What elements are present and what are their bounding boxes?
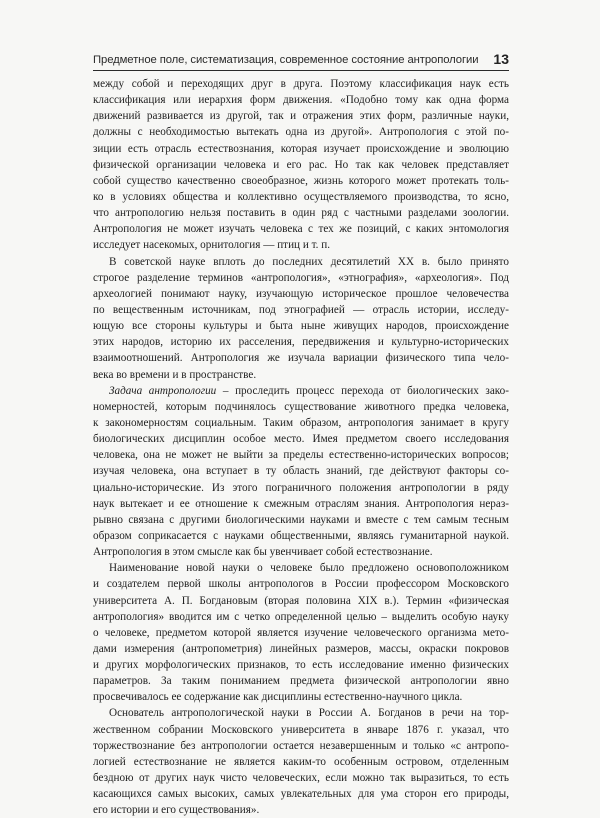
text-line: человека, она не может не выйти за пределы естественно-исторических вопросов; bbox=[93, 449, 509, 462]
text-line: просвечивалось ее содержание как дисциплины естественно-научного цикла. bbox=[93, 691, 463, 704]
page-number: 13 bbox=[493, 51, 509, 67]
text-line: В советской науке вплоть до последних десятилетий XX в. было принято bbox=[109, 255, 509, 268]
text-line: его истории и его существования». bbox=[93, 804, 260, 817]
text-line: образом соприкасается с науками общественными, являясь гуманитарной наукой. bbox=[93, 529, 509, 542]
text-line: Основатель антропологической науки в России А. Богданов в речи на тор- bbox=[109, 707, 509, 720]
paragraph bbox=[93, 254, 509, 383]
text-line: движений развивается из другой, так и отражения этих форм, различные науки, bbox=[93, 110, 509, 123]
text-line: по вещественным источникам, под этнографией — отрасль истории, исследу- bbox=[93, 303, 509, 316]
running-header bbox=[93, 46, 509, 71]
paragraph bbox=[93, 76, 509, 254]
text-line: изучая человека, она вступает в ту область знаний, где действуют факторы со- bbox=[93, 465, 509, 478]
text-line: торжествознание без антропологии остается незавершенным и только «с антропо- bbox=[93, 739, 509, 752]
text-line: и других морфологических признаков, то есть исследование именно физических bbox=[93, 659, 509, 672]
emphasized-term: Задача антропологии bbox=[109, 384, 217, 397]
text-line: этих народов, историю их расселения, передвижения и культурно-исторических bbox=[93, 336, 509, 349]
text-line: антропология» вводится им с четко определенной целью – выделить особую науку bbox=[93, 610, 509, 623]
text-line: университета А. П. Богдановым (вторая половина XIX в.). Термин «физическая bbox=[93, 594, 509, 607]
text-line: взаимоотношений. Антропология же изучала вариации физического типа чело- bbox=[93, 352, 509, 365]
running-header-title: Предметное поле, систематизация, современное состояние антропологии bbox=[93, 54, 479, 66]
text-line: Наименование новой науки о человеке было предложено основоположником bbox=[109, 562, 509, 575]
text-line: к закономерностям социальным. Таким образом, антропология занимает в кругу bbox=[93, 416, 509, 429]
text-line: века во времени и в пространстве. bbox=[93, 368, 257, 381]
text-line: физической организации человека и его рас. Но так как человек представляет bbox=[93, 158, 509, 171]
text-line: рывно связана с другими биологическими науками и вместе с тем самым тесным bbox=[93, 513, 509, 526]
text-line: биологических дисциплин особое место. Имея предметом своего исследования bbox=[93, 433, 509, 446]
text-line: археологией понимают науку, изучающую историческое прошлое человечества bbox=[93, 287, 509, 300]
text-line: жественном собрании Московского университета в январе 1876 г. указал, что bbox=[93, 723, 509, 736]
paragraph bbox=[93, 383, 509, 561]
text-line: классификация или иерархия форм движения. «Подобно тому как одна форма bbox=[93, 94, 509, 107]
text-line: ющую все стороны культуры и быта ныне живущих народов, происхождение bbox=[93, 320, 509, 333]
body-text bbox=[93, 76, 509, 818]
text-line: Антропология в этом смысле как бы увенчивает собой естествознание. bbox=[93, 546, 433, 559]
text-line: номерностей, которым подчинялось существование животного предка человека, bbox=[93, 400, 509, 413]
text-line: наук вытекает и ее отношение к смежным отраслям знания. Антропология нераз- bbox=[93, 497, 509, 510]
text-line: параметров. За таким пониманием предмета физической антропологии явно bbox=[93, 675, 509, 688]
text-line: между собой и переходящих друг в друга. Поэтому классификация наук есть bbox=[93, 78, 509, 90]
text-line: Антропология не может изучать человека с тех же позиций, с каких энтомология bbox=[93, 223, 509, 236]
text-line: логией естествознание не является каким-то особенным островом, отделенным bbox=[93, 755, 509, 768]
text-line: строгое разделение терминов «антропология», «этнография», «археология». Под bbox=[93, 271, 509, 284]
text-line: касающихся самых высоких, самых увлекательных для ума сторон его природы, bbox=[93, 788, 509, 801]
text-line: циально-исторические. Из этого пограничного положения антропологии в ряду bbox=[93, 481, 509, 494]
text-line: зиции есть отрасль естествознания, которая изучает происхождение и эволюцию bbox=[93, 142, 509, 155]
text-line: дами измерения (антропометрия) линейных размеров, массы, окраски покровов bbox=[93, 642, 509, 655]
text-line: и создателем первой школы антропологов в России профессором Московского bbox=[93, 578, 509, 591]
text-line: что антропологию нельзя поставить в один ряд с частными разделами зоологии. bbox=[93, 207, 509, 220]
text-line: о человеке, предметом которой является изучение человеческого организма мето- bbox=[93, 626, 509, 639]
text-line: собой существо качественно своеобразное, жизнь которого может протекать толь- bbox=[93, 174, 509, 187]
text-line: должны с необходимостью вытекать одна из другой». Антропология с этой по- bbox=[93, 126, 509, 139]
text-line: исследует насекомых, орнитология — птиц и т. п. bbox=[93, 239, 331, 252]
text-line: бездною от других наук чисто человеческих, если можно так выразиться, то есть bbox=[93, 772, 509, 785]
text-line: ко в условиях общества и коллективно осуществляемого производства, то ясно, bbox=[93, 190, 509, 203]
text-line: Задача антропологии – проследить процесс перехода от биологических зако- bbox=[109, 384, 509, 397]
paragraph bbox=[93, 705, 509, 818]
paragraph bbox=[93, 560, 509, 705]
